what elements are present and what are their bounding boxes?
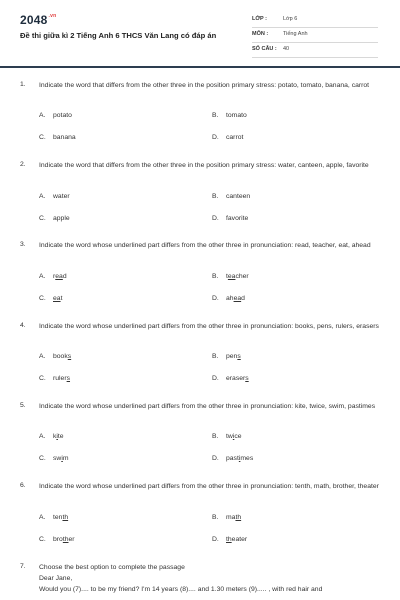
underlined-part: i (56, 433, 58, 440)
meta-class (252, 14, 378, 28)
logo-text: 2048 (20, 13, 48, 27)
question-text: Indicate the word that differs from the other three in the position primary stress: potato, tomato, banana, carrot (39, 82, 370, 89)
option-text: eraser (226, 375, 246, 382)
site-logo[interactable] (20, 13, 56, 27)
option-d[interactable] (212, 134, 243, 141)
option-letter: D. (212, 455, 219, 462)
option-d[interactable] (212, 215, 248, 222)
option-text: m (62, 455, 69, 462)
question-number: 2. (20, 161, 26, 168)
option-b[interactable] (212, 514, 241, 521)
underlined-part: i (61, 455, 63, 462)
meta-subject (252, 29, 378, 43)
option-c[interactable] (39, 134, 76, 141)
option-text: sw (53, 455, 62, 462)
option-b[interactable] (212, 273, 249, 280)
option-letter: A. (39, 112, 46, 119)
option-c[interactable] (39, 536, 75, 543)
option-d[interactable] (212, 375, 249, 382)
option-b[interactable] (212, 193, 250, 200)
option-text: bro (53, 536, 63, 543)
option-letter: B. (212, 514, 219, 521)
option-text: ce (234, 433, 242, 440)
option-a[interactable] (39, 514, 68, 521)
option-b[interactable] (212, 112, 247, 119)
underlined-part: th (235, 514, 242, 521)
option-text: apple (53, 215, 70, 222)
question-text: Indicate the word whose underlined part differs from the other three in pronunciation: tenth, math, brother, theater (39, 483, 379, 490)
option-text: favorite (226, 215, 249, 222)
passage-greeting: Dear Jane, (39, 575, 73, 582)
underlined-part: s (237, 353, 241, 360)
question-number: 3. (20, 241, 26, 248)
option-letter: C. (39, 455, 46, 462)
option-c[interactable] (39, 295, 62, 302)
option-letter: A. (39, 514, 46, 521)
underlined-part: s (67, 353, 72, 360)
meta-value: Tiếng Anh (283, 31, 308, 37)
underlined-part: th (62, 514, 69, 521)
underlined-part: ea (53, 295, 61, 302)
option-text: tw (226, 433, 233, 440)
option-letter: A. (39, 273, 46, 280)
option-letter: C. (39, 134, 46, 141)
option-text: mes (240, 455, 254, 462)
option-text: r (53, 273, 56, 280)
option-text: pen (226, 353, 238, 360)
option-text: carrot (226, 134, 244, 141)
meta-value: Lớp 6 (283, 16, 298, 22)
option-a[interactable] (39, 273, 67, 280)
option-letter: D. (212, 536, 219, 543)
option-letter: C. (39, 295, 46, 302)
underlined-part: s (245, 375, 249, 382)
option-b[interactable] (212, 353, 241, 360)
option-a[interactable] (39, 353, 71, 360)
passage-line: Would you (7).... to be my friend? I'm 14 years (8).... and 1.30 meters (9)..... , with red hair and (39, 586, 323, 593)
option-text: canteen (226, 193, 251, 200)
option-text: ruler (53, 375, 67, 382)
option-letter: A. (39, 353, 46, 360)
document-title: Đề thi giữa kì 2 Tiếng Anh 6 THCS Văn Lang có đáp án (20, 31, 217, 40)
option-letter: D. (212, 134, 219, 141)
option-d[interactable] (212, 455, 253, 462)
option-text: ah (226, 295, 234, 302)
option-letter: B. (212, 112, 219, 119)
option-letter: A. (39, 193, 46, 200)
option-text: t (60, 295, 63, 302)
option-text: book (53, 353, 68, 360)
option-text: t (226, 273, 228, 280)
question-text: Choose the best option to complete the passage (39, 564, 185, 571)
option-c[interactable] (39, 215, 70, 222)
option-text: water (53, 193, 70, 200)
option-a[interactable] (39, 112, 72, 119)
header-divider (0, 66, 400, 68)
option-text: d (241, 295, 245, 302)
option-letter: C. (39, 215, 46, 222)
question-text: Indicate the word whose underlined part differs from the other three in pronunciation: kite, twice, swim, pastimes (39, 403, 376, 410)
question-text: Indicate the word whose underlined part differs from the other three in pronunciation: books, pens, rulers, erasers (39, 323, 379, 330)
meta-count (252, 44, 378, 58)
option-letter: C. (39, 375, 46, 382)
option-text: tomato (226, 112, 247, 119)
underlined-part: th (62, 536, 69, 543)
question-number: 6. (20, 482, 26, 489)
underlined-part: s (66, 375, 71, 382)
option-text: potato (53, 112, 72, 119)
option-text: past (226, 455, 239, 462)
option-letter: A. (39, 433, 46, 440)
option-text: er (68, 536, 75, 543)
option-text: cher (235, 273, 249, 280)
underlined-part: i (232, 433, 235, 440)
option-text: ten (53, 514, 63, 521)
underlined-part: ea (55, 273, 63, 280)
underlined-part: ea (233, 295, 242, 302)
option-b[interactable] (212, 433, 242, 440)
option-a[interactable] (39, 433, 64, 440)
question-number: 5. (20, 402, 26, 409)
meta-key: LỚP : (252, 16, 267, 22)
option-letter: D. (212, 215, 219, 222)
option-text: banana (53, 134, 76, 141)
underlined-part: ea (227, 273, 236, 280)
meta-value: 40 (283, 46, 290, 52)
option-text: ma (226, 514, 236, 521)
meta-key: SỐ CÂU : (252, 46, 277, 52)
underlined-part: i (238, 455, 241, 462)
question-number: 7. (20, 563, 26, 570)
logo-suffix: .vn (48, 13, 57, 19)
option-letter: B. (212, 353, 219, 360)
option-d[interactable] (212, 295, 245, 302)
option-letter: D. (212, 375, 219, 382)
underlined-part: th (226, 536, 232, 543)
question-number: 1. (20, 81, 26, 88)
option-c[interactable] (39, 375, 70, 382)
option-c[interactable] (39, 455, 69, 462)
question-text: Indicate the word whose underlined part differs from the other three in pronunciation: read, teacher, eat, ahead (39, 242, 371, 249)
option-text: d (62, 273, 67, 280)
option-letter: C. (39, 536, 46, 543)
option-letter: D. (212, 295, 219, 302)
option-d[interactable] (212, 536, 247, 543)
option-text: eater (231, 536, 248, 543)
option-letter: B. (212, 193, 219, 200)
meta-key: MÔN : (252, 31, 269, 37)
option-letter: B. (212, 433, 219, 440)
option-a[interactable] (39, 193, 70, 200)
question-number: 4. (20, 322, 26, 329)
option-letter: B. (212, 273, 219, 280)
question-text: Indicate the word that differs from the other three in the position primary stress: water, canteen, apple, favorite (39, 162, 369, 169)
page-header (0, 0, 400, 66)
option-text: k (53, 433, 57, 440)
option-text: te (57, 433, 64, 440)
